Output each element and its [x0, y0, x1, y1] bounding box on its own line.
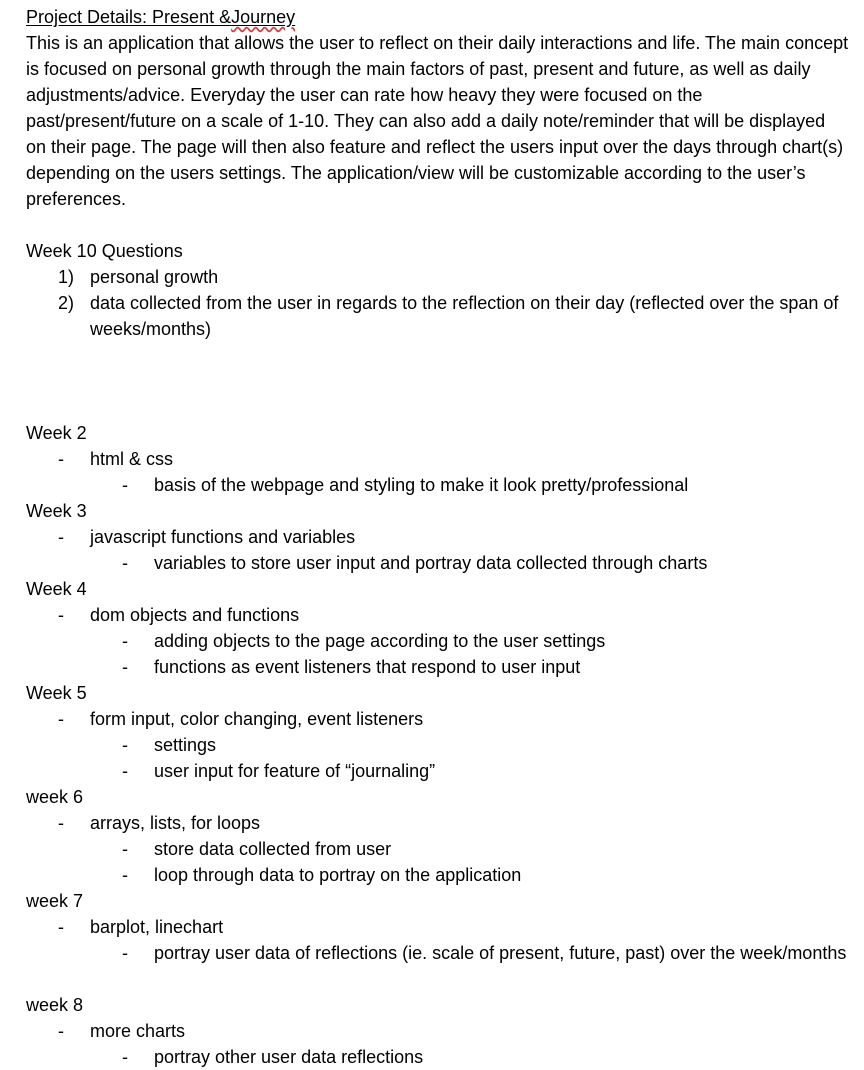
week-topic: [26, 914, 850, 940]
week-subtopic: [26, 940, 850, 966]
subtopic-text: store data collected from user: [154, 839, 392, 859]
dash-bullet: -: [122, 865, 128, 885]
dash-bullet: -: [58, 709, 64, 729]
intro-paragraph: This is an application that allows the user to reflect on their daily interactions and life. The main concept is focused on personal growth through the main factors of past, present and future, as well as daily adjustments/advice. Everyday the user can rate how heavy they were focused on the past/present/future on a scale of 1-10. They can also add a daily note/reminder that will be displayed on their page. The page will then also feature and reflect the users input over the days through chart(s) depending on the users settings. The application/view will be customizable according to the user’s preferences.: [26, 33, 849, 209]
week-subtopic: [26, 732, 850, 758]
week-topic: [26, 810, 850, 836]
document-page: [26, 4, 850, 1070]
topic-text: dom objects and functions: [90, 605, 300, 625]
week-label: week 6: [26, 787, 84, 807]
week-topic: [26, 602, 850, 628]
subtopic-text: portray other user data reflections: [154, 1047, 424, 1067]
subtopic-text: settings: [154, 735, 217, 755]
topic-text: html & css: [90, 449, 174, 469]
week-subtopic: [26, 550, 850, 576]
question-number: 1): [58, 267, 75, 287]
title-prefix: Project Details: Present &: [26, 7, 232, 27]
topic-text: barplot, linechart: [90, 917, 224, 937]
week-label: Week 2: [26, 423, 87, 443]
question-text: data collected from the user in regards to the reflection on their day (reflected over the span of weeks/months): [90, 293, 839, 339]
dash-bullet: -: [122, 553, 128, 573]
week-subtopic: [26, 628, 850, 654]
question-text: personal growth: [90, 267, 219, 287]
question-item: [26, 264, 850, 290]
dash-bullet: -: [122, 943, 128, 963]
week-subtopic: [26, 758, 850, 784]
dash-bullet: -: [58, 449, 64, 469]
subtopic-text: adding objects to the page according to the user settings: [154, 631, 606, 651]
blank-lines: [26, 342, 850, 394]
dash-bullet: -: [58, 527, 64, 547]
week-subtopic: [26, 654, 850, 680]
project-title: [26, 4, 850, 30]
topic-text: javascript functions and variables: [90, 527, 356, 547]
week-label: Week 3: [26, 501, 87, 521]
question-number: 2): [58, 293, 75, 313]
question-item: [26, 290, 850, 342]
dash-bullet: -: [58, 813, 64, 833]
dash-bullet: -: [58, 917, 64, 937]
subtopic-text: loop through data to portray on the application: [154, 865, 522, 885]
week-subtopic: [26, 1044, 850, 1070]
dash-bullet: -: [122, 839, 128, 859]
week-subtopic: [26, 836, 850, 862]
week-topic: [26, 446, 850, 472]
dash-bullet: -: [122, 631, 128, 651]
week-subtopic: [26, 472, 850, 498]
questions-list: [26, 264, 850, 342]
week-topic: [26, 706, 850, 732]
questions-heading: Week 10 Questions: [26, 241, 183, 261]
week-label: Week 4: [26, 579, 87, 599]
dash-bullet: -: [58, 605, 64, 625]
week-label: week 8: [26, 995, 84, 1015]
topic-text: form input, color changing, event listeners: [90, 709, 424, 729]
dash-bullet: -: [122, 1047, 128, 1067]
week-subtopic: [26, 862, 850, 888]
dash-bullet: -: [122, 475, 128, 495]
dash-bullet: -: [58, 1021, 64, 1041]
blank-line: [26, 966, 850, 992]
dash-bullet: -: [122, 657, 128, 677]
dash-bullet: -: [122, 761, 128, 781]
subtopic-text: user input for feature of “journaling”: [154, 761, 436, 781]
subtopic-text: basis of the webpage and styling to make it look pretty/professional: [154, 475, 689, 495]
blank-line: [26, 394, 850, 420]
topic-text: arrays, lists, for loops: [90, 813, 261, 833]
subtopic-text: portray user data of reflections (ie. scale of present, future, past) over the week/months: [154, 943, 847, 963]
blank-line: [26, 212, 850, 238]
subtopic-text: variables to store user input and portray data collected through charts: [154, 553, 708, 573]
week-label: week 7: [26, 891, 84, 911]
topic-text: more charts: [90, 1021, 186, 1041]
title-misspelled-word: Journey: [231, 7, 296, 27]
week-topic: [26, 524, 850, 550]
dash-bullet: -: [122, 735, 128, 755]
week-topic: [26, 1018, 850, 1044]
week-label: Week 5: [26, 683, 87, 703]
subtopic-text: functions as event listeners that respond to user input: [154, 657, 581, 677]
